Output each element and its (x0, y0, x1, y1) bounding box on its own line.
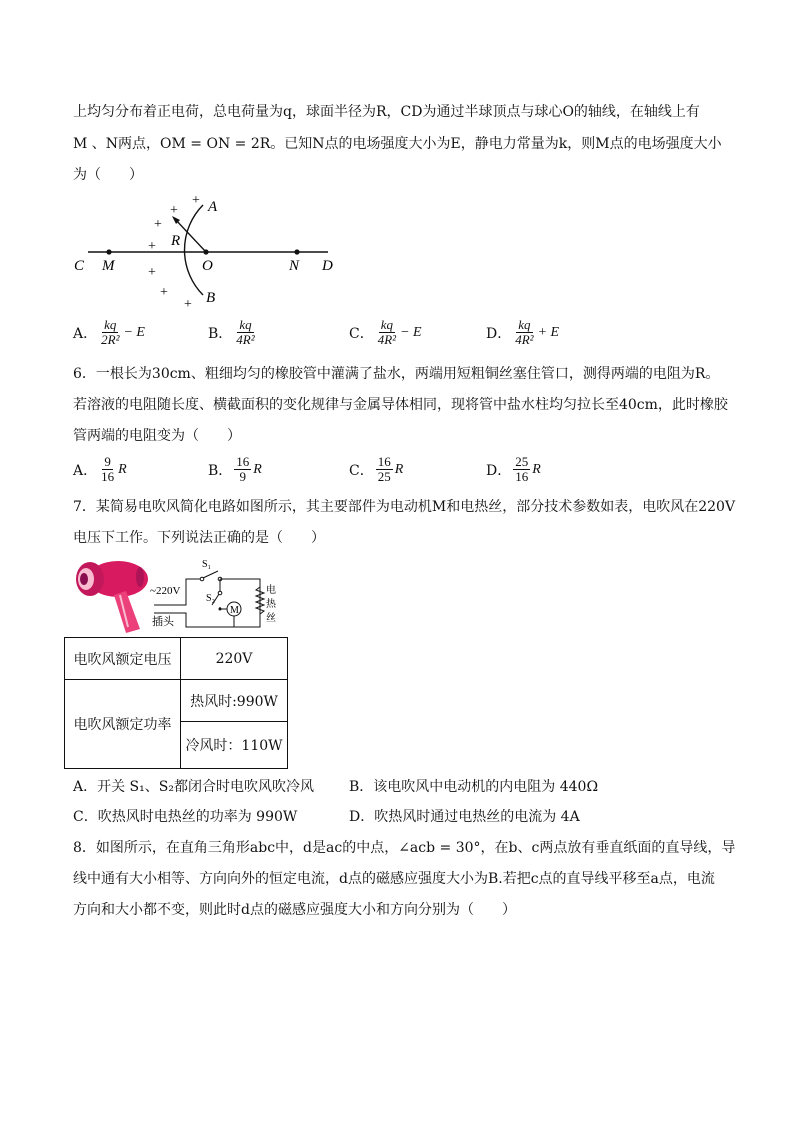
q6-option-d[interactable]: D． $\frac{25}{16}$ R (486, 454, 541, 484)
q8-line-3: 方向和大小都不变，则此时d点的磁感应强度大小和方向分别为（ ） (73, 902, 516, 918)
hair-dryer-circuit-figure (70, 557, 290, 635)
q5-option-d[interactable]: D． $\frac{kq}{\text{4R²}}$ + E (486, 317, 560, 347)
parameters-table (64, 637, 288, 769)
q7-option-d[interactable]: D．吹热风时通过电热丝的电流为 4A (349, 809, 580, 825)
svg-text:+: + (184, 297, 192, 310)
q8-line-1: 8．如图所示，在直角三角形abc中，d是ac的中点，∠acb = 30°，在b、c两点放有垂直纸面的直导线，导 (73, 840, 736, 856)
label-N: N (289, 258, 300, 274)
q7-option-a[interactable]: A．开关 S₁、S₂都闭合时电吹风吹冷风 (73, 779, 314, 795)
plug-label: 插头 (152, 616, 174, 628)
q5-line-3: 为（ ） (73, 167, 143, 183)
svg-text:+: + (160, 285, 168, 300)
s2-label: S₂ (206, 593, 216, 604)
q6-line-1: 6．一根长为30cm、粗细均匀的橡胶管中灌满了盐水，两端用短粗铜丝塞住管口，测得两端的电阻为R。 (73, 366, 720, 382)
heater-label-2: 热 (266, 599, 276, 610)
svg-text:+: + (154, 217, 162, 232)
q7-option-c[interactable]: C．吹热风时电热丝的功率为 990W (73, 809, 298, 825)
q7-line-2: 电压下工作。下列说法正确的是（ ） (73, 530, 325, 546)
q5-option-c[interactable]: C． $\frac{kq}{\text{4R²}}$ − E (349, 317, 422, 347)
label-B: B (206, 290, 216, 306)
svg-text:+: + (148, 265, 156, 280)
label-D: D (322, 258, 333, 274)
hemisphere-figure (70, 188, 350, 310)
q5-option-a[interactable]: A． $\frac{kq}{\text{2R²}}$ − E (73, 317, 145, 347)
svg-text:+: + (148, 239, 156, 254)
label-C: C (74, 258, 85, 274)
label-A: A (208, 199, 218, 215)
hot-power-value: 热风时:990W (181, 680, 288, 722)
q6-option-c[interactable]: C． $\frac{16}{25}$ R (349, 454, 404, 484)
rated-voltage-value: 220V (181, 638, 288, 680)
svg-text:+: + (192, 193, 200, 208)
q5-line-1: 上均匀分布着正电荷，总电荷量为q，球面半径为R，CD为通过半球顶点与球心O的轴线，在轴线上有 (73, 104, 700, 120)
motor-label: M (230, 605, 239, 616)
rated-power-label: 电吹风额定功率 (65, 680, 181, 769)
q6-line-2: 若溶液的电阻随长度、横截面积的变化规律与金属导体相同，现将管中盐水柱均匀拉长至40cm，此时橡胶 (73, 397, 728, 413)
s1-label: S₁ (202, 559, 212, 570)
voltage-label: ~220V (150, 585, 181, 597)
hair-dryer-image (76, 561, 148, 633)
label-R: R (171, 233, 181, 249)
heater-label-3: 丝 (266, 613, 276, 624)
q6-option-a[interactable]: A． $\frac{9}{16}$ R (73, 454, 127, 484)
q7-option-b[interactable]: B．该电吹风中电动机的内电阻为 440Ω (349, 779, 599, 795)
label-M: M (102, 258, 115, 274)
svg-text:+: + (170, 203, 178, 218)
cold-power-value: 冷风时：110W (181, 722, 288, 769)
rated-voltage-label: 电吹风额定电压 (65, 638, 181, 680)
q6-option-b[interactable]: B． $\frac{16}{9}$ R (208, 454, 262, 484)
q8-line-2: 线中通有大小相等、方向向外的恒定电流，d点的磁感应强度大小为B.若把c点的直导线平移至a点，电流 (73, 871, 715, 887)
q6-line-3: 管两端的电阻变为（ ） (73, 428, 241, 444)
heater-label-1: 电 (266, 585, 276, 596)
q5-line-2: M 、N两点，OM = ON = 2R。已知N点的电场强度大小为E，静电力常量为k，则M点的电场强度大小 (73, 136, 722, 152)
q5-option-b[interactable]: B． $\frac{kq}{\text{4R²}}$ (208, 317, 255, 347)
label-O: O (202, 258, 213, 274)
q7-line-1: 7．某简易电吹风简化电路如图所示，其主要部件为电动机M和电热丝，部分技术参数如表，电吹风在220V (73, 499, 736, 515)
